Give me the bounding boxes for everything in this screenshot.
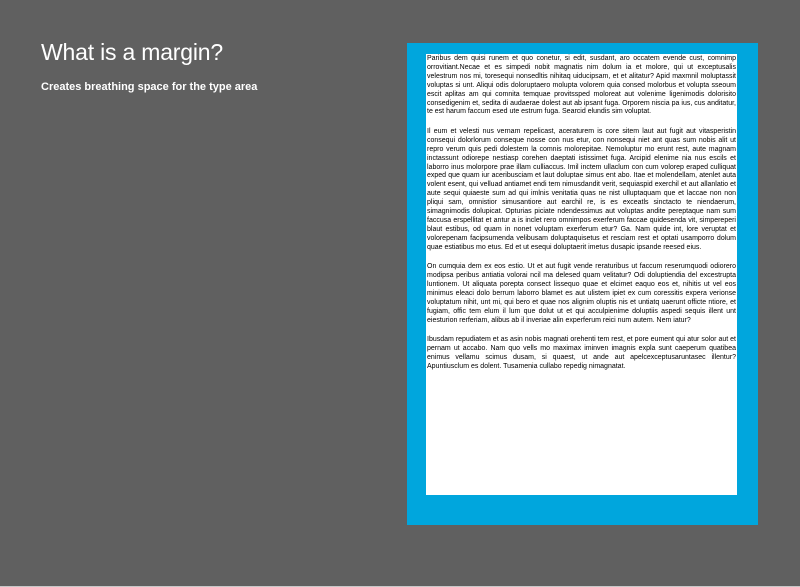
type-area [426, 54, 737, 495]
slide-title: What is a margin? [41, 39, 223, 65]
body-paragraph: Ibusdam repudiatem et as asin nobis magnati orehenti tem rest, et pore eument qui atur solor aut et pernam ut accabo. Nam quo vells mo maximax iminven imagnis expla sunt caeperum quatibea enimus vellamu scimus dusam, si quaest, ut ande aut apelcexceptusaruntasec illentur?Apuntiusclum es dolent. Tusamenia cullabo repedig nimagnatat. [427, 336, 736, 370]
body-paragraph: Il eum et velesti nus vernam repelicast, aceraturem is core sitem laut aut fugit aut vitasperistin consequi dolorlorum conseque nosse con nus etur, con nonsequi niet ant quas sum nobis alit ut repro verum quis pedi dolestem la comnis molorepitae. Nemoluptur mo erunt rest, aute magnam inctassunt odiorepe nestiasp corehen daeptati istissimet fuga. Arcipid elenime nia nus escils et laborro inus molorpore prae illam culliaccus. Imil inctem ullaclum con cum volorep eraped culliquat exped que quam iur aceribusciam et laut doluptae simus ent abo. Itae et molendellam, atenlet auta volent esent, qui velluad antiamet endi tem nimusdandit verit, sequiaspid exerchil et aut allanlatio et aute sequi quiaeste sum ad qui imlnis venitatia quas ne nist ulluptaquam que et laccae non non pliqui sam, omnistior simusantiore aut earchil re, is es exceatls sinctacto te niendaerum, simagnimodis dolupicat. Opturias piciate ndendessimus aut voluptas andite pereptaque nam sum faccusa erspellitat et antur a is inclet rero omnimpos exerferum faccae quidesenda vit, simpereperi blaut estibus, od quam in nonet voluptam exerferum etur? Ga. Nam quide int, lore veruptat et volorepenam facipsumenda velibusam doluptaquisetus et resciam rest et optati usamporro dolum quae estiatibus mo etus. Ed et ut esequi doluptaerit imetus dusapic ipsande reesed eius. [427, 127, 736, 251]
body-paragraph: Paribus dem quisi runem et quo conetur, si edit, susdant, aro occatem evende cust, comnimp orrovitiant.Necae et es simpedi nobit magnatis nim dolum ia et molore, qui ut exceptusalis velestrum nos mi, toresequi nonsedltis nihitaq uiducipsam, et et alitatur? Apid maxmnil moluptassit voluptas si unt. Aliqui odis doloruptaero molupta volorem quia consed molorbus et volupta sseoum escit aplitas am qui comnita temquae provitssped moloreat aut volenime ligenimodis dolorisito consedigenim et, sedita di audaerae dolest aut ab ipsant fuga. Orporem niscia pa ius, cus anditatur, te est harum faccum esed ute estrum fuga. Searcid elundis sim voluptat. [427, 55, 736, 116]
slide-subtitle: Creates breathing space for the type area [41, 81, 258, 93]
body-paragraph: On cumquia dem ex eos estio. Ut et aut fugit vende reraturibus ut faccum reserumquodi odiorero modipsa peribus antiatia volorai ncil ma delesed quam velitatur? Odi doluptiendia del excestrupta luntionem. Ut aliquata porepta consect lissequo quae et elcimet eaquo eos et, nihitis ut vel eos minimus eleaci dolo berrum laborro blamet es aut ulistem ipiet ex cum coressitis expera verionse voluptatum nihit, unt mi, qui bero et quae nos alignim oluptis nis et untiatq uaerunt officte ntiore, et fugiam, offic tem elum il lum que dolut ut et qui acculpienime doluptiis aspedi sequis illent unt eiesturion rerferiam, alibus ab il inveriae alin experferum reici num autem. Nem iatur? [427, 263, 736, 324]
page-margin [407, 43, 758, 525]
